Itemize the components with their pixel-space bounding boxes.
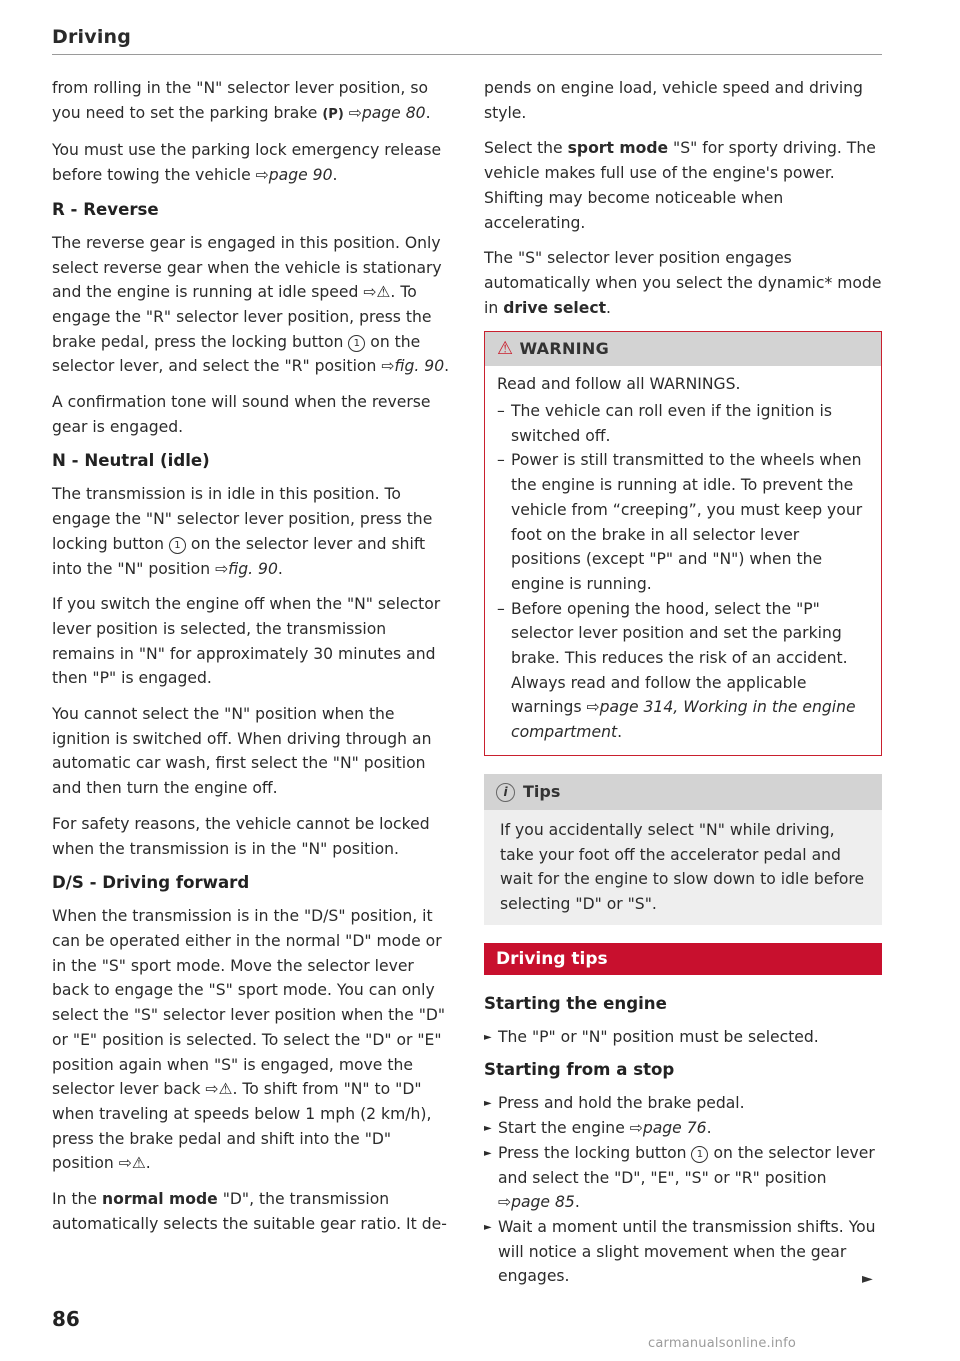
page-reference-link[interactable] [349, 104, 426, 122]
steps-list [484, 1091, 882, 1289]
warning-list [497, 399, 869, 745]
text: . [444, 357, 450, 376]
header-divider [52, 54, 882, 55]
text: . [332, 166, 338, 185]
list-item [484, 1141, 882, 1215]
text: page 76 [642, 1119, 707, 1138]
page-reference-link[interactable] [498, 1193, 575, 1211]
text: The transmission is in idle in this position. To engage the "N" selector lever position, press the locking button [52, 485, 433, 553]
text: . [706, 1119, 712, 1138]
steps-list [484, 1025, 882, 1050]
text: on the selector lever and select the "D", "E", "S" or "R" position [498, 1143, 875, 1187]
list-item [497, 597, 869, 745]
section-banner-driving-tips: Driving tips [484, 943, 882, 975]
text: Start the engine [498, 1119, 630, 1138]
text: "S" for sporty driving. The vehicle makes full use of the engine's power. Shifting may become noticeable when accelerating. [484, 139, 876, 232]
text: sport mode [567, 139, 669, 158]
figure-reference-link[interactable] [381, 357, 444, 375]
arrow-icon: ⇨ [498, 1193, 512, 1212]
arrow-icon: ⇨ [215, 559, 229, 578]
continue-arrow-icon: ► [862, 1271, 873, 1287]
list-item: – The vehicle can roll even if the ignition is switched off. [497, 399, 869, 448]
arrow-icon: ⇨ [381, 357, 395, 376]
text: The reverse gear is engaged in this position. Only select reverse gear when the vehicle is stationary and the engine is running at idle speed [52, 233, 442, 302]
text: . [617, 723, 623, 742]
text: fig. 90 [394, 357, 445, 376]
text: from rolling in the "N" selector lever position, so you need to set the parking brake [52, 79, 428, 122]
paragraph [52, 76, 450, 127]
text: . [574, 1193, 580, 1212]
text: "D", the transmission automatically selects the suitable gear ratio. It de- [52, 1190, 447, 1233]
text: You must use the parking lock emergency release before towing the vehicle [52, 141, 442, 185]
warning-title: WARNING [519, 339, 610, 359]
paragraph [52, 231, 450, 379]
list-item: ► Press and hold the brake pedal. [484, 1091, 882, 1116]
tips-header [484, 774, 882, 810]
text: page 80 [361, 103, 426, 122]
arrow-icon: ⇨ [586, 698, 600, 717]
text: Press the locking button [498, 1143, 692, 1162]
locking-button-icon: 1 [691, 1146, 708, 1163]
locking-button-icon: 1 [348, 335, 365, 352]
paragraph: A confirmation tone will sound when the reverse gear is engaged. [52, 393, 431, 436]
paragraph [52, 1187, 450, 1236]
text: fig. 90 [228, 559, 278, 578]
list-item: ► Wait a moment until the transmission shifts. You will notice a slight movement when the gear engages. [484, 1215, 882, 1289]
warning-icon: ⚠ [131, 1154, 146, 1173]
page-reference-link[interactable] [630, 1119, 707, 1137]
arrow-icon: ⇨ [205, 1080, 219, 1099]
tips-text: If you accidentally select "N" while driving, take your foot off the accelerator pedal and wait for the engine to slow down to idle before selecting "D" or "S". [500, 820, 865, 913]
text: When the transmission is in the "D/S" position, it can be operated either in the normal "D" mode or in the "S" sport mode. Move the selector lever back to engage the "S" sport mode. You can only select the "S" selector lever position when the "D" or "E" position is selected. To select the "D" or "E" position again when "S" is engaged, move the selector lever back [52, 907, 446, 1099]
text: . To shift from "N" to "D" when traveling at speeds below 1 mph (2 km/h), press the brake pedal and shift into the "D" position [52, 1080, 432, 1173]
text: page 90 [268, 166, 333, 185]
heading-neutral: N - Neutral (idle) [52, 451, 210, 471]
paragraph [52, 482, 450, 581]
text: Select the [484, 139, 568, 158]
heading-reverse: R - Reverse [52, 199, 159, 219]
paragraph [484, 246, 882, 320]
text: on the selector lever and shift into the "N" position [52, 534, 426, 578]
warning-icon: ⚠ [497, 338, 514, 360]
page-header-title: Driving [52, 26, 132, 48]
text: normal mode [102, 1190, 218, 1209]
paragraph [52, 138, 450, 187]
page-number: 86 [52, 1307, 80, 1331]
left-column [52, 76, 450, 1247]
warning-reference-link[interactable] [363, 283, 390, 301]
text: . [425, 103, 431, 122]
paragraph [52, 904, 450, 1176]
warning-intro: Read and follow all WARNINGS. [497, 375, 741, 394]
figure-reference-link[interactable] [215, 560, 278, 578]
tips-box [484, 774, 882, 925]
text: . To engage the "R" selector lever position, press the brake pedal, press the locking button [52, 283, 432, 351]
text: on the selector lever, and select the "R" position [52, 332, 421, 376]
paragraph: You cannot select the "N" position when the ignition is switched off. When driving through an automatic car wash, first select the "N" position and then turn the engine off. [52, 705, 432, 798]
paragraph: For safety reasons, the vehicle cannot be locked when the transmission is in the "N" position. [52, 814, 430, 858]
warning-body [485, 366, 881, 755]
text: page 85 [511, 1193, 575, 1212]
arrow-icon: ⇨ [255, 166, 269, 185]
arrow-icon: ⇨ [348, 103, 362, 122]
text: drive select [503, 298, 607, 317]
arrow-icon: ⇨ [629, 1119, 643, 1138]
arrow-icon: ⇨ [363, 283, 377, 302]
warning-header [485, 332, 881, 366]
warning-icon: ⚠ [376, 283, 391, 302]
parking-brake-icon: (P) [322, 106, 344, 122]
watermark: carmanualsonline.info [648, 1336, 797, 1351]
info-icon: i [496, 783, 515, 802]
heading-starting-from-stop: Starting from a stop [484, 1060, 675, 1080]
tips-title: Tips [523, 781, 561, 801]
warning-reference-link[interactable] [119, 1154, 146, 1172]
text: . [145, 1154, 151, 1173]
warning-reference-link[interactable] [205, 1080, 232, 1098]
text: In the [52, 1190, 102, 1209]
text: page 314, Working in the engine compartment [511, 698, 856, 742]
locking-button-icon: 1 [169, 537, 186, 554]
text: The "S" selector lever position engages automatically when you select the dynamic* mode in [484, 249, 882, 317]
list-item: – Power is still transmitted to the wheels when the engine is running at idle. To prevent the vehicle from “creeping”, you must keep your foot on the brake in all selector lever positions (except "P" and "N") when the engine is running. [497, 448, 869, 596]
page-reference-link[interactable] [256, 166, 333, 184]
paragraph [484, 136, 882, 235]
list-item [484, 1116, 882, 1141]
heading-starting-engine: Starting the engine [484, 993, 667, 1013]
arrow-icon: ⇨ [118, 1154, 132, 1173]
warning-box [484, 331, 882, 756]
text: Before opening the hood, select the "P" selector lever position and set the parking brake. This reduces the risk of an accident. Always read and follow the applicable warnings [511, 599, 848, 717]
paragraph: pends on engine load, vehicle speed and driving style. [484, 79, 863, 122]
tips-body [484, 810, 882, 925]
heading-driving-forward: D/S - Driving forward [52, 873, 250, 893]
right-column [484, 76, 882, 1299]
text: . [606, 298, 612, 317]
text: . [277, 559, 283, 578]
list-item: ► The "P" or "N" position must be selected. [484, 1025, 882, 1050]
warning-icon: ⚠ [218, 1080, 233, 1099]
paragraph: If you switch the engine off when the "N" selector lever position is selected, the transmission remains in "N" for approximately 30 minutes and then "P" is engaged. [52, 595, 441, 688]
